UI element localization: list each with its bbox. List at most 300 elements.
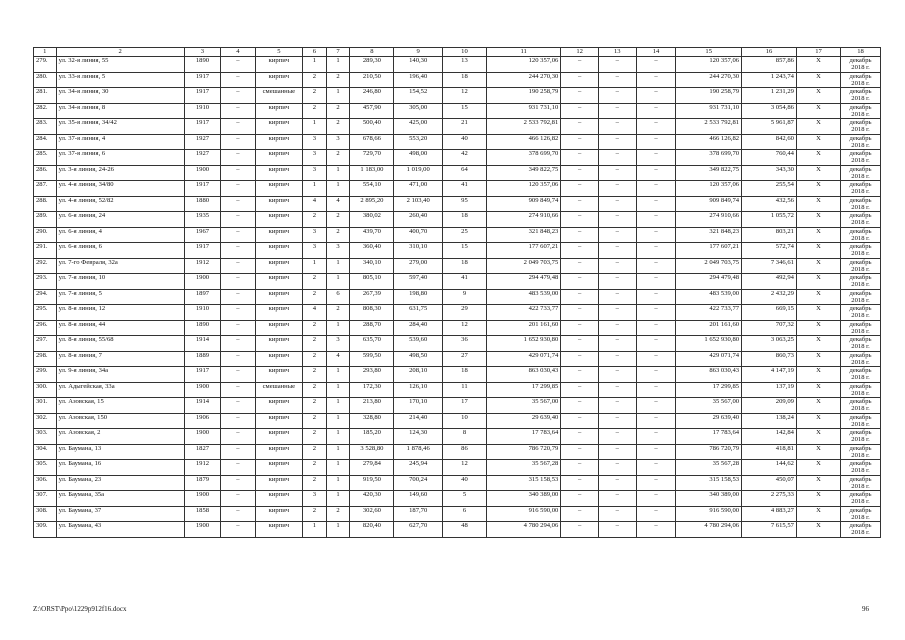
cost-col12: –: [561, 57, 599, 73]
year-built: 1914: [184, 336, 221, 352]
wall-material: кирпич: [255, 320, 302, 336]
col17-mark: Х: [796, 382, 840, 398]
residents-count: 12: [442, 460, 486, 476]
col17-mark: Х: [796, 134, 840, 150]
plan-date: декабрь 2018 г.: [841, 336, 881, 352]
address: ул. 8-я линия, 7: [56, 351, 184, 367]
cost-col14: –: [636, 258, 676, 274]
cost-col12: –: [561, 72, 599, 88]
year-reconstructed: –: [221, 165, 255, 181]
table-row: [34, 57, 881, 73]
plan-date: декабрь 2018 г.: [841, 119, 881, 135]
cost-col14: –: [636, 491, 676, 507]
cost-col15: 201 161,60: [676, 320, 742, 336]
cost-col12: –: [561, 475, 599, 491]
entrances-count: 1: [326, 475, 350, 491]
col17-mark: Х: [796, 119, 840, 135]
cost-col12: –: [561, 320, 599, 336]
table-row: [34, 88, 881, 104]
address: ул. Баумана, 35а: [56, 491, 184, 507]
year-built: 1906: [184, 413, 221, 429]
living-area: 627,70: [394, 522, 442, 538]
total-cost: 466 126,82: [487, 134, 561, 150]
living-area: 214,40: [394, 413, 442, 429]
entrances-count: 1: [326, 88, 350, 104]
row-number: 285.: [34, 150, 57, 166]
cost-col13: –: [598, 165, 636, 181]
cost-col12: –: [561, 367, 599, 383]
col17-mark: Х: [796, 413, 840, 429]
plan-date: декабрь 2018 г.: [841, 72, 881, 88]
cost-col13: –: [598, 491, 636, 507]
cost-col15: 429 071,74: [676, 351, 742, 367]
plan-date: декабрь 2018 г.: [841, 460, 881, 476]
table-row: [34, 367, 881, 383]
address: ул. 7-я линия, 5: [56, 289, 184, 305]
cost-col15: 863 030,43: [676, 367, 742, 383]
year-reconstructed: –: [221, 274, 255, 290]
col17-mark: Х: [796, 274, 840, 290]
col17-mark: Х: [796, 212, 840, 228]
cost-col12: –: [561, 460, 599, 476]
year-built: 1858: [184, 506, 221, 522]
col17-mark: Х: [796, 506, 840, 522]
column-number: 3: [184, 48, 221, 57]
living-area: 124,30: [394, 429, 442, 445]
cost-col13: –: [598, 88, 636, 104]
floors-count: 2: [303, 429, 327, 445]
living-area: 631,75: [394, 305, 442, 321]
cost-col13: –: [598, 196, 636, 212]
cost-per-sqm: 137,19: [742, 382, 797, 398]
floors-count: 1: [303, 119, 327, 135]
row-number: 280.: [34, 72, 57, 88]
cost-col14: –: [636, 444, 676, 460]
row-number: 292.: [34, 258, 57, 274]
cost-col12: –: [561, 522, 599, 538]
total-cost: 786 720,79: [487, 444, 561, 460]
column-number: 4: [221, 48, 255, 57]
address: ул. 9-я линия, 34а: [56, 367, 184, 383]
column-number: 11: [487, 48, 561, 57]
cost-col15: 483 539,00: [676, 289, 742, 305]
cost-col14: –: [636, 336, 676, 352]
year-built: 1917: [184, 243, 221, 259]
row-number: 307.: [34, 491, 57, 507]
cost-col12: –: [561, 289, 599, 305]
wall-material: кирпич: [255, 72, 302, 88]
floors-count: 2: [303, 382, 327, 398]
cost-per-sqm: 4 147,19: [742, 367, 797, 383]
cost-col15: 17 783,64: [676, 429, 742, 445]
header-row: [34, 48, 881, 57]
cost-col13: –: [598, 382, 636, 398]
row-number: 286.: [34, 165, 57, 181]
entrances-count: 2: [326, 72, 350, 88]
year-built: 1827: [184, 444, 221, 460]
table-body: [34, 48, 881, 538]
col17-mark: Х: [796, 289, 840, 305]
year-built: 1917: [184, 72, 221, 88]
total-area: 919,50: [350, 475, 394, 491]
wall-material: кирпич: [255, 429, 302, 445]
cost-per-sqm: 707,32: [742, 320, 797, 336]
cost-col15: 35 567,28: [676, 460, 742, 476]
col17-mark: Х: [796, 258, 840, 274]
cost-col14: –: [636, 181, 676, 197]
entrances-count: 1: [326, 258, 350, 274]
year-reconstructed: –: [221, 289, 255, 305]
year-built: 1910: [184, 305, 221, 321]
table-row: [34, 491, 881, 507]
plan-date: декабрь 2018 г.: [841, 274, 881, 290]
wall-material: кирпич: [255, 119, 302, 135]
row-number: 308.: [34, 506, 57, 522]
table-row: [34, 444, 881, 460]
table-row: [34, 506, 881, 522]
cost-per-sqm: 1 243,74: [742, 72, 797, 88]
column-number: 9: [394, 48, 442, 57]
floors-count: 3: [303, 227, 327, 243]
year-built: 1900: [184, 522, 221, 538]
entrances-count: 2: [326, 506, 350, 522]
year-built: 1900: [184, 491, 221, 507]
col17-mark: Х: [796, 444, 840, 460]
plan-date: декабрь 2018 г.: [841, 103, 881, 119]
cost-col13: –: [598, 212, 636, 228]
address: ул. Азовская, 150: [56, 413, 184, 429]
cost-col13: –: [598, 320, 636, 336]
cost-col12: –: [561, 506, 599, 522]
plan-date: декабрь 2018 г.: [841, 444, 881, 460]
living-area: 245,94: [394, 460, 442, 476]
residents-count: 12: [442, 320, 486, 336]
entrances-count: 4: [326, 351, 350, 367]
column-number: 15: [676, 48, 742, 57]
living-area: 126,10: [394, 382, 442, 398]
cost-per-sqm: 860,73: [742, 351, 797, 367]
year-reconstructed: –: [221, 413, 255, 429]
total-cost: 422 733,77: [487, 305, 561, 321]
wall-material: смешанные: [255, 382, 302, 398]
total-area: 2 895,20: [350, 196, 394, 212]
document-table: [33, 47, 881, 538]
cost-per-sqm: 142,84: [742, 429, 797, 445]
cost-per-sqm: 418,81: [742, 444, 797, 460]
total-cost: 294 479,48: [487, 274, 561, 290]
plan-date: декабрь 2018 г.: [841, 382, 881, 398]
living-area: 140,30: [394, 57, 442, 73]
living-area: 425,00: [394, 119, 442, 135]
row-number: 302.: [34, 413, 57, 429]
residents-count: 18: [442, 367, 486, 383]
year-reconstructed: –: [221, 320, 255, 336]
column-number: 6: [303, 48, 327, 57]
residents-count: 42: [442, 150, 486, 166]
entrances-count: 1: [326, 460, 350, 476]
cost-per-sqm: 572,74: [742, 243, 797, 259]
cost-col15: 1 652 930,80: [676, 336, 742, 352]
cost-col14: –: [636, 196, 676, 212]
col17-mark: Х: [796, 88, 840, 104]
plan-date: декабрь 2018 г.: [841, 429, 881, 445]
entrances-count: 6: [326, 289, 350, 305]
row-number: 306.: [34, 475, 57, 491]
address: ул. 8-я линия, 12: [56, 305, 184, 321]
year-built: 1900: [184, 274, 221, 290]
cost-col13: –: [598, 367, 636, 383]
cost-per-sqm: 7 346,61: [742, 258, 797, 274]
year-built: 1917: [184, 88, 221, 104]
cost-per-sqm: 842,60: [742, 134, 797, 150]
cost-per-sqm: 450,07: [742, 475, 797, 491]
column-number: 2: [56, 48, 184, 57]
plan-date: декабрь 2018 г.: [841, 243, 881, 259]
cost-col13: –: [598, 181, 636, 197]
entrances-count: 2: [326, 103, 350, 119]
plan-date: декабрь 2018 г.: [841, 475, 881, 491]
address: ул. 6-я линия, 24: [56, 212, 184, 228]
cost-col15: 274 910,66: [676, 212, 742, 228]
cost-per-sqm: 138,24: [742, 413, 797, 429]
year-reconstructed: –: [221, 88, 255, 104]
address: ул. Баумана, 13: [56, 444, 184, 460]
total-area: 302,60: [350, 506, 394, 522]
residents-count: 9: [442, 289, 486, 305]
year-built: 1889: [184, 351, 221, 367]
col17-mark: Х: [796, 196, 840, 212]
cost-col13: –: [598, 475, 636, 491]
cost-col14: –: [636, 150, 676, 166]
cost-col12: –: [561, 88, 599, 104]
residents-count: 95: [442, 196, 486, 212]
cost-col14: –: [636, 289, 676, 305]
entrances-count: 4: [326, 196, 350, 212]
wall-material: кирпич: [255, 181, 302, 197]
table-row: [34, 165, 881, 181]
cost-col12: –: [561, 103, 599, 119]
living-area: 187,70: [394, 506, 442, 522]
cost-col15: 4 780 294,06: [676, 522, 742, 538]
year-built: 1900: [184, 429, 221, 445]
living-area: 1 019,00: [394, 165, 442, 181]
residents-count: 36: [442, 336, 486, 352]
total-area: 635,70: [350, 336, 394, 352]
floors-count: 2: [303, 398, 327, 414]
cost-col13: –: [598, 134, 636, 150]
total-cost: 340 389,00: [487, 491, 561, 507]
year-built: 1900: [184, 382, 221, 398]
total-cost: 35 567,28: [487, 460, 561, 476]
cost-per-sqm: 144,62: [742, 460, 797, 476]
floors-count: 1: [303, 258, 327, 274]
page-number: 96: [862, 605, 869, 613]
year-reconstructed: –: [221, 475, 255, 491]
cost-col15: 422 733,77: [676, 305, 742, 321]
floors-count: 2: [303, 475, 327, 491]
cost-col13: –: [598, 305, 636, 321]
address: ул. 37-я линия, 4: [56, 134, 184, 150]
table-row: [34, 398, 881, 414]
cost-col13: –: [598, 72, 636, 88]
total-area: 328,80: [350, 413, 394, 429]
total-cost: 863 030,43: [487, 367, 561, 383]
residents-count: 18: [442, 212, 486, 228]
residents-count: 15: [442, 103, 486, 119]
cost-col12: –: [561, 274, 599, 290]
address: ул. 8-я линия, 44: [56, 320, 184, 336]
residents-count: 86: [442, 444, 486, 460]
column-number: 8: [350, 48, 394, 57]
cost-col12: –: [561, 243, 599, 259]
total-cost: 1 652 930,80: [487, 336, 561, 352]
residents-count: 40: [442, 134, 486, 150]
table-row: [34, 72, 881, 88]
plan-date: декабрь 2018 г.: [841, 134, 881, 150]
year-reconstructed: –: [221, 429, 255, 445]
cost-col15: 931 731,10: [676, 103, 742, 119]
total-cost: 17 783,64: [487, 429, 561, 445]
living-area: 597,40: [394, 274, 442, 290]
year-reconstructed: –: [221, 181, 255, 197]
cost-col12: –: [561, 429, 599, 445]
floors-count: 3: [303, 134, 327, 150]
column-number: 10: [442, 48, 486, 57]
cost-col13: –: [598, 429, 636, 445]
address: ул. 32-я линия, 55: [56, 57, 184, 73]
total-area: 805,10: [350, 274, 394, 290]
table-row: [34, 212, 881, 228]
table-row: [34, 522, 881, 538]
wall-material: кирпич: [255, 413, 302, 429]
total-cost: 35 567,00: [487, 398, 561, 414]
entrances-count: 3: [326, 336, 350, 352]
wall-material: кирпич: [255, 258, 302, 274]
entrances-count: 1: [326, 274, 350, 290]
row-number: 299.: [34, 367, 57, 383]
wall-material: кирпич: [255, 506, 302, 522]
total-area: 500,40: [350, 119, 394, 135]
cost-col13: –: [598, 57, 636, 73]
year-built: 1880: [184, 196, 221, 212]
column-number: 5: [255, 48, 302, 57]
table-row: [34, 227, 881, 243]
living-area: 305,00: [394, 103, 442, 119]
cost-per-sqm: 2 275,33: [742, 491, 797, 507]
table-row: [34, 475, 881, 491]
plan-date: декабрь 2018 г.: [841, 57, 881, 73]
total-cost: 378 699,70: [487, 150, 561, 166]
cost-col12: –: [561, 181, 599, 197]
total-area: 279,84: [350, 460, 394, 476]
cost-col13: –: [598, 258, 636, 274]
cost-col15: 349 822,75: [676, 165, 742, 181]
table-row: [34, 243, 881, 259]
cost-col15: 321 848,23: [676, 227, 742, 243]
floors-count: 4: [303, 196, 327, 212]
table-row: [34, 413, 881, 429]
row-number: 288.: [34, 196, 57, 212]
row-number: 287.: [34, 181, 57, 197]
cost-col12: –: [561, 119, 599, 135]
cost-col15: 190 258,79: [676, 88, 742, 104]
year-reconstructed: –: [221, 57, 255, 73]
col17-mark: Х: [796, 429, 840, 445]
plan-date: декабрь 2018 г.: [841, 88, 881, 104]
total-area: 808,30: [350, 305, 394, 321]
total-cost: 190 258,79: [487, 88, 561, 104]
cost-per-sqm: 1 231,29: [742, 88, 797, 104]
cost-col13: –: [598, 460, 636, 476]
total-cost: 274 910,66: [487, 212, 561, 228]
cost-col13: –: [598, 274, 636, 290]
year-built: 1917: [184, 367, 221, 383]
floors-count: 2: [303, 351, 327, 367]
cost-per-sqm: 1 055,72: [742, 212, 797, 228]
cost-per-sqm: 669,15: [742, 305, 797, 321]
col17-mark: Х: [796, 460, 840, 476]
row-number: 301.: [34, 398, 57, 414]
living-area: 208,10: [394, 367, 442, 383]
living-area: 471,00: [394, 181, 442, 197]
row-number: 305.: [34, 460, 57, 476]
total-cost: 201 161,60: [487, 320, 561, 336]
entrances-count: 2: [326, 305, 350, 321]
row-number: 300.: [34, 382, 57, 398]
residents-count: 25: [442, 227, 486, 243]
cost-col15: 2 049 703,75: [676, 258, 742, 274]
total-area: 1 183,00: [350, 165, 394, 181]
col17-mark: Х: [796, 491, 840, 507]
total-area: 340,10: [350, 258, 394, 274]
year-reconstructed: –: [221, 243, 255, 259]
floors-count: 3: [303, 491, 327, 507]
table-row: [34, 382, 881, 398]
year-built: 1879: [184, 475, 221, 491]
year-reconstructed: –: [221, 522, 255, 538]
living-area: 498,00: [394, 150, 442, 166]
total-cost: 916 590,00: [487, 506, 561, 522]
total-area: 172,30: [350, 382, 394, 398]
plan-date: декабрь 2018 г.: [841, 398, 881, 414]
cost-col12: –: [561, 165, 599, 181]
column-number: 13: [598, 48, 636, 57]
floors-count: 3: [303, 165, 327, 181]
cost-col13: –: [598, 103, 636, 119]
address: ул. 3-я линия, 24-26: [56, 165, 184, 181]
entrances-count: 1: [326, 491, 350, 507]
total-area: 360,40: [350, 243, 394, 259]
cost-col13: –: [598, 243, 636, 259]
cost-per-sqm: 343,30: [742, 165, 797, 181]
cost-col15: 294 479,48: [676, 274, 742, 290]
cost-col14: –: [636, 320, 676, 336]
plan-date: декабрь 2018 г.: [841, 289, 881, 305]
cost-col15: 177 607,21: [676, 243, 742, 259]
row-number: 303.: [34, 429, 57, 445]
col17-mark: Х: [796, 367, 840, 383]
cost-col14: –: [636, 134, 676, 150]
floors-count: 1: [303, 181, 327, 197]
total-area: 554,10: [350, 181, 394, 197]
wall-material: кирпич: [255, 150, 302, 166]
total-cost: 429 071,74: [487, 351, 561, 367]
living-area: 149,60: [394, 491, 442, 507]
total-cost: 483 539,00: [487, 289, 561, 305]
year-reconstructed: –: [221, 119, 255, 135]
cost-per-sqm: 2 432,29: [742, 289, 797, 305]
floors-count: 2: [303, 506, 327, 522]
